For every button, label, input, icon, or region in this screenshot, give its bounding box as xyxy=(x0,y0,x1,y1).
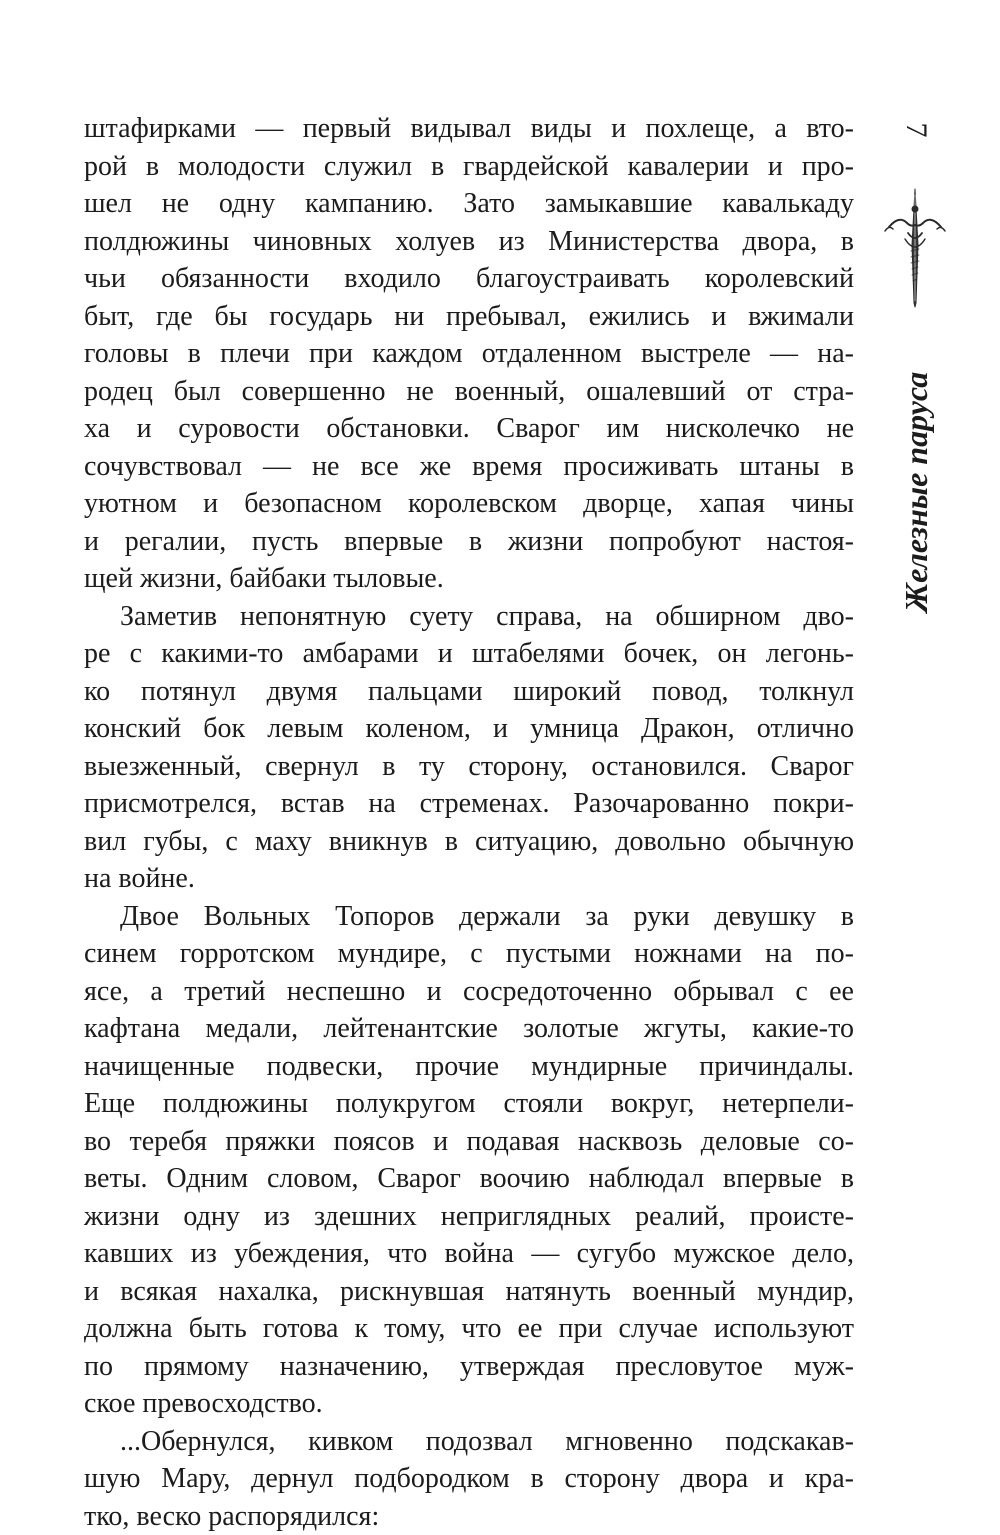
text-line: конский бок левым коленом, и умница Дракон, отлично xyxy=(84,710,854,748)
text-line: ское превосходство. xyxy=(84,1385,854,1423)
text-line: по прямому назначению, утверждая пресловутое муж- xyxy=(84,1348,854,1386)
text-line: и регалии, пусть впервые в жизни попробуют настоя- xyxy=(84,523,854,561)
text-line: жизни одну из здешних неприглядных реалий, происте- xyxy=(84,1198,854,1236)
text-line: полдюжины чиновных холуев из Министерства двора, в xyxy=(84,223,854,261)
sword-emblem-icon xyxy=(875,185,955,310)
text-line: кафтана медали, лейтенантские золотые жгуты, какие-то xyxy=(84,1010,854,1048)
text-line: рой в молодости служил в гвардейской кавалерии и про- xyxy=(84,148,854,186)
body-text-column xyxy=(84,110,854,1535)
text-line: ко потянул двумя пальцами широкий повод, толкнул xyxy=(84,673,854,711)
text-line: на войне. xyxy=(84,860,854,898)
paragraph-2 xyxy=(84,598,854,898)
text-line: кавших из убеждения, что война — сугубо мужское дело, xyxy=(84,1235,854,1273)
text-line: выезженный, свернул в ту сторону, остановился. Сварог xyxy=(84,748,854,786)
paragraph-1 xyxy=(84,110,854,598)
paragraph-4 xyxy=(84,1423,854,1535)
text-line: чьи обязанности входило благоустраивать королевский xyxy=(84,260,854,298)
text-line: во теребя пряжки поясов и подавая насквозь деловые со- xyxy=(84,1123,854,1161)
text-line: ха и суровости обстановки. Сварог им нисколечко не xyxy=(84,410,854,448)
text-line: Заметив непонятную суету справа, на обширном дво- xyxy=(84,598,854,636)
running-title xyxy=(891,342,941,642)
text-line: и всякая нахалка, рискнувшая натянуть военный мундир, xyxy=(84,1273,854,1311)
text-line: должна быть готова к тому, что ее при случае используют xyxy=(84,1310,854,1348)
text-line: щей жизни, байбаки тыловые. xyxy=(84,560,854,598)
text-line: сочувствовал — не все же время просиживать штаны в xyxy=(84,448,854,486)
text-line: вил губы, с маху вникнув в ситуацию, довольно обычную xyxy=(84,823,854,861)
text-line: ...Обернулся, кивком подозвал мгновенно подскакав- xyxy=(84,1423,854,1461)
text-line: Еще полдюжины полукругом стояли вокруг, нетерпели- xyxy=(84,1085,854,1123)
text-line: уютном и безопасном королевском дворце, хапая чины xyxy=(84,485,854,523)
paragraph-3 xyxy=(84,898,854,1423)
text-line: ре с какими-то амбарами и штабелями бочек, он легонь- xyxy=(84,635,854,673)
page-number: 7 xyxy=(898,112,934,148)
text-line: синем горротском мундире, с пустыми ножнами на по- xyxy=(84,935,854,973)
text-line: тко, веско распорядился: xyxy=(84,1498,854,1535)
text-line: головы в плечи при каждом отдаленном выстреле — на- xyxy=(84,335,854,373)
text-line: родец был совершенно не военный, ошалевший от стра- xyxy=(84,373,854,411)
text-line: присмотрелся, встав на стременах. Разочарованно покри- xyxy=(84,785,854,823)
text-line: шую Мару, дернул подбородком в сторону двора и кра- xyxy=(84,1460,854,1498)
text-line: веты. Одним словом, Сварог воочию наблюдал впервые в xyxy=(84,1160,854,1198)
text-line: Двое Вольных Топоров держали за руки девушку в xyxy=(84,898,854,936)
text-line: начищенные подвески, прочие мундирные причиндалы. xyxy=(84,1048,854,1086)
text-line: шел не одну кампанию. Зато замыкавшие кавалькаду xyxy=(84,185,854,223)
text-line: ясе, а третий неспешно и сосредоточенно обрывал с ее xyxy=(84,973,854,1011)
text-line: штафирками — первый видывал виды и похлеще, а вто- xyxy=(84,110,854,148)
running-title-text: Железные паруса xyxy=(891,342,941,642)
text-line: быт, где бы государь ни пребывал, ежились и вжимали xyxy=(84,298,854,336)
